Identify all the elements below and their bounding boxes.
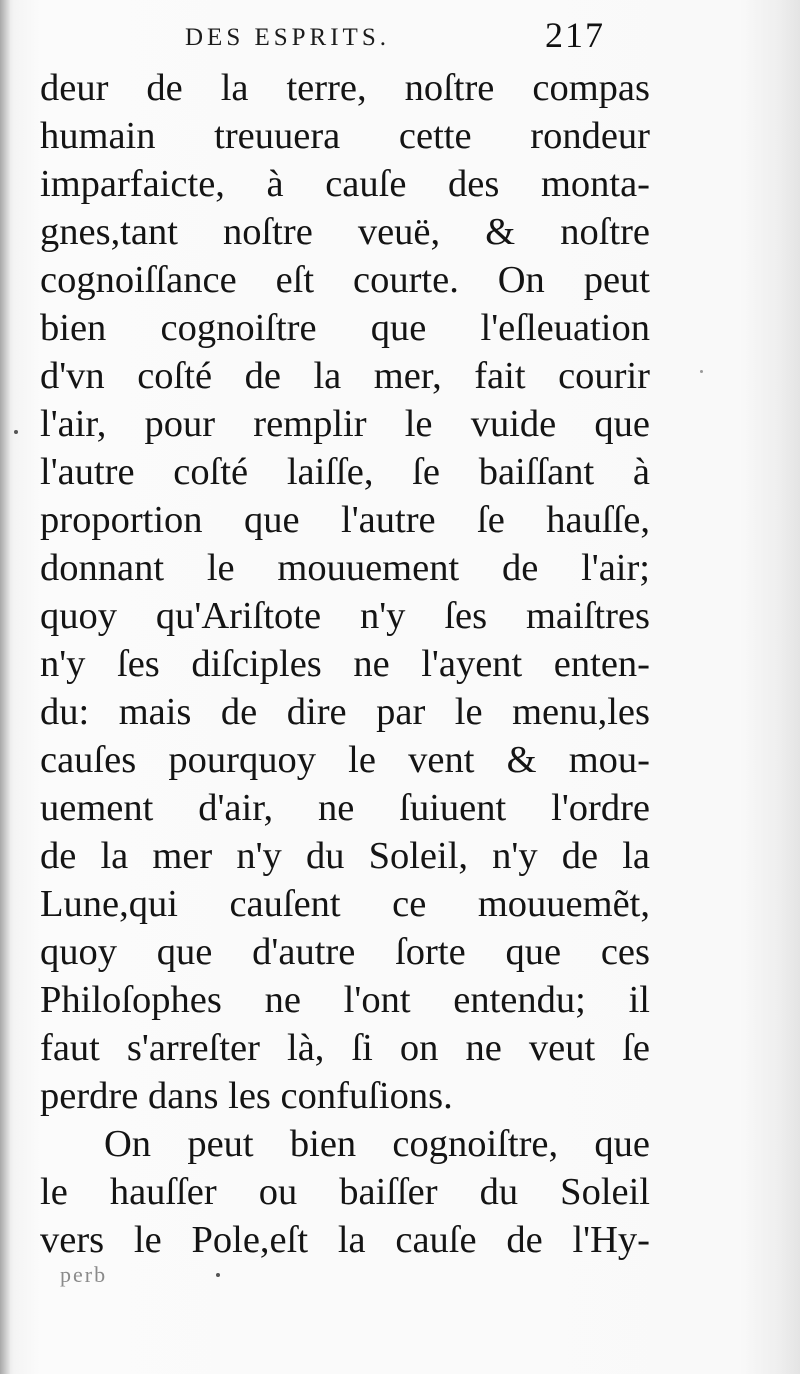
text-line: cauſes pourquoy le vent & mou- bbox=[40, 739, 650, 781]
paragraph-start-line: On peut bien cognoiſtre, que bbox=[104, 1123, 650, 1165]
text-line: quoy que d'autre ſorte que ces bbox=[40, 931, 650, 973]
text-line: proportion que l'autre ſe hauſſe, bbox=[40, 499, 650, 541]
text-line: donnant le mouuement de l'air; bbox=[40, 547, 650, 589]
text-line: l'air, pour remplir le vuide que bbox=[40, 403, 650, 445]
text-line: Lune,qui cauſent ce mouuemẽt, bbox=[40, 883, 650, 925]
text-line: n'y ſes diſciples ne l'ayent enten- bbox=[40, 643, 650, 685]
text-line: du: mais de dire par le menu,les bbox=[40, 691, 650, 733]
running-head: DES ESPRITS. bbox=[185, 24, 390, 51]
ink-speck bbox=[216, 1273, 220, 1277]
text-line: imparfaicte, à cauſe des monta- bbox=[40, 163, 650, 205]
page-header bbox=[0, 10, 800, 60]
text-line: bien cognoiſtre que l'eſleuation bbox=[40, 307, 650, 349]
text-line: l'autre coſté laiſſe, ſe baiſſant à bbox=[40, 451, 650, 493]
text-line: uement d'air, ne ſuiuent l'ordre bbox=[40, 787, 650, 829]
text-line: Philoſophes ne l'ont entendu; il bbox=[40, 979, 650, 1021]
page-gutter-shadow bbox=[0, 0, 10, 1374]
text-line: humain treuuera cette rondeur bbox=[40, 115, 650, 157]
ink-speck bbox=[14, 430, 18, 434]
catchword: perb bbox=[60, 1262, 108, 1287]
text-line: vers le Pole,eſt la cauſe de l'Hy- bbox=[40, 1219, 650, 1261]
text-line: de la mer n'y du Soleil, n'y de la bbox=[40, 835, 650, 877]
text-line: d'vn coſté de la mer, fait courir bbox=[40, 355, 650, 397]
body-text bbox=[40, 64, 650, 1264]
paragraph-end-line: perdre dans les confuſions. bbox=[40, 1075, 453, 1117]
text-line: cognoiſſance eſt courte. On peut bbox=[40, 259, 650, 301]
ink-speck bbox=[700, 370, 703, 373]
page-number: 217 bbox=[545, 15, 605, 55]
text-line: le hauſſer ou baiſſer du Soleil bbox=[40, 1171, 650, 1213]
text-line: deur de la terre, noſtre compas bbox=[40, 67, 650, 109]
text-line: gnes,tant noſtre veuë, & noſtre bbox=[40, 211, 650, 253]
text-line: quoy qu'Ariſtote n'y ſes maiſtres bbox=[40, 595, 650, 637]
text-line: faut s'arreſter là, ſi on ne veut ſe bbox=[40, 1027, 650, 1069]
